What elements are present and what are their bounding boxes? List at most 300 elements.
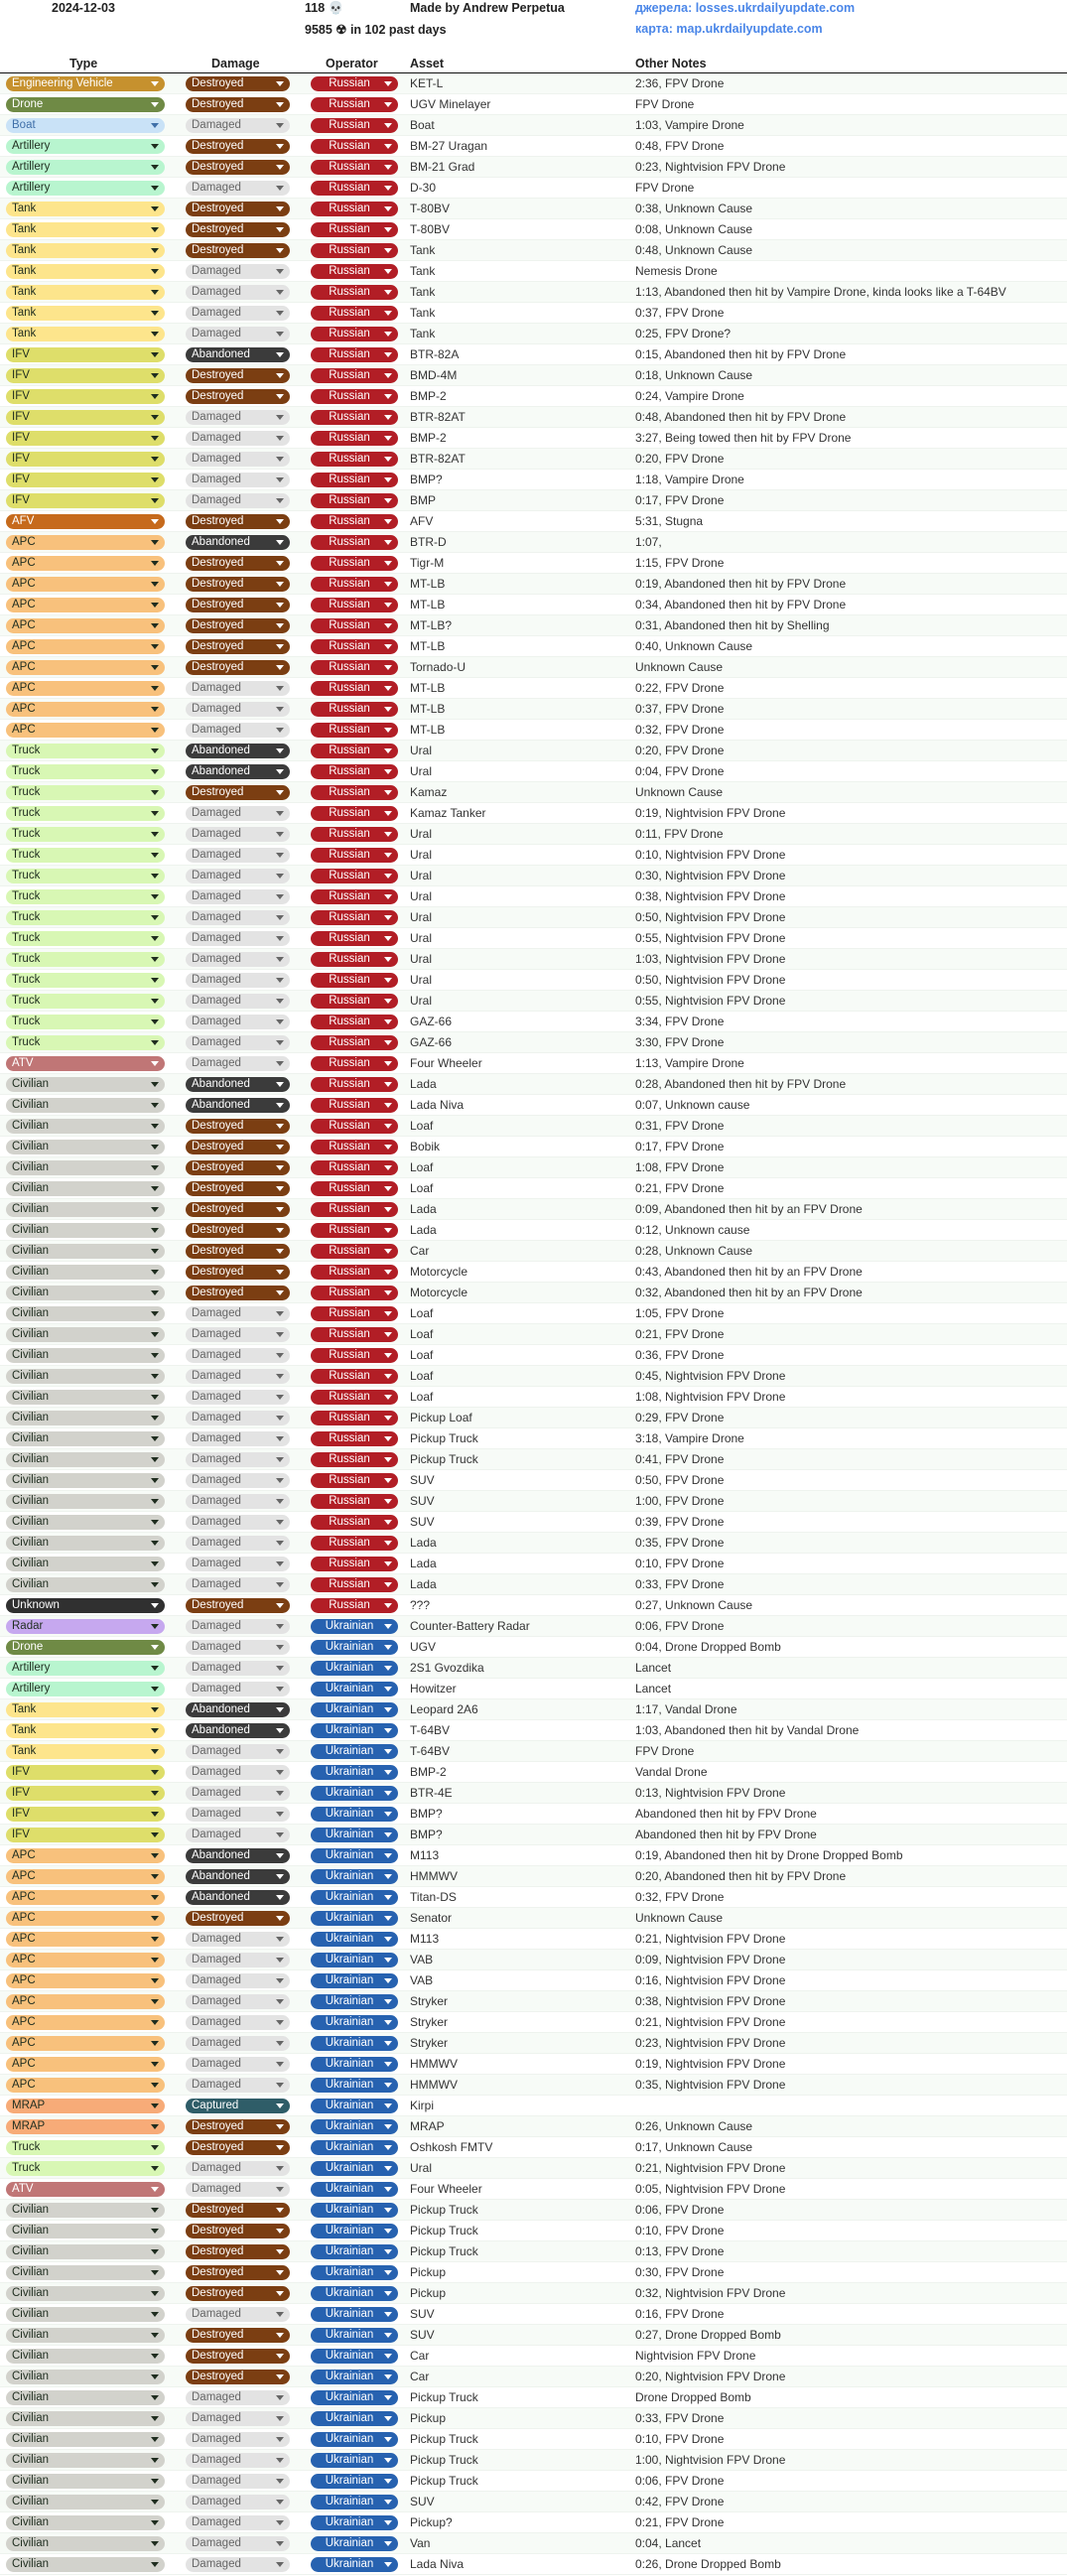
type-dropdown[interactable] — [6, 139, 165, 154]
type-dropdown[interactable] — [6, 160, 165, 175]
type-dropdown[interactable] — [6, 1202, 165, 1217]
operator-dropdown[interactable] — [311, 160, 398, 175]
type-dropdown[interactable] — [6, 327, 165, 341]
operator-dropdown[interactable] — [311, 764, 398, 779]
type-dropdown[interactable] — [6, 2307, 165, 2322]
type-dropdown[interactable] — [6, 764, 165, 779]
operator-dropdown[interactable] — [311, 556, 398, 571]
operator-dropdown[interactable] — [311, 1702, 398, 1717]
damage-dropdown[interactable] — [186, 139, 290, 154]
type-dropdown[interactable] — [6, 1557, 165, 1571]
type-dropdown[interactable] — [6, 1223, 165, 1238]
type-dropdown[interactable] — [6, 76, 165, 91]
type-dropdown[interactable] — [6, 347, 165, 362]
damage-dropdown[interactable] — [186, 1765, 290, 1780]
operator-dropdown[interactable] — [311, 598, 398, 612]
damage-dropdown[interactable] — [186, 1202, 290, 1217]
operator-dropdown[interactable] — [311, 1056, 398, 1071]
operator-dropdown[interactable] — [311, 2370, 398, 2384]
operator-dropdown[interactable] — [311, 1077, 398, 1092]
operator-dropdown[interactable] — [311, 1869, 398, 1884]
type-dropdown[interactable] — [6, 1911, 165, 1926]
damage-dropdown[interactable] — [186, 1411, 290, 1425]
damage-dropdown[interactable] — [186, 222, 290, 237]
type-dropdown[interactable] — [6, 202, 165, 216]
operator-dropdown[interactable] — [311, 2244, 398, 2259]
damage-dropdown[interactable] — [186, 2036, 290, 2051]
type-dropdown[interactable] — [6, 2390, 165, 2405]
type-dropdown[interactable] — [6, 2536, 165, 2551]
damage-dropdown[interactable] — [186, 598, 290, 612]
operator-dropdown[interactable] — [311, 1098, 398, 1113]
operator-dropdown[interactable] — [311, 869, 398, 883]
operator-dropdown[interactable] — [311, 2036, 398, 2051]
damage-dropdown[interactable] — [186, 1390, 290, 1405]
damage-dropdown[interactable] — [186, 410, 290, 425]
operator-dropdown[interactable] — [311, 1807, 398, 1822]
damage-dropdown[interactable] — [186, 994, 290, 1009]
operator-dropdown[interactable] — [311, 285, 398, 300]
operator-dropdown[interactable] — [311, 1223, 398, 1238]
type-dropdown[interactable] — [6, 1160, 165, 1175]
damage-dropdown[interactable] — [186, 1473, 290, 1488]
type-dropdown[interactable] — [6, 2224, 165, 2238]
type-dropdown[interactable] — [6, 556, 165, 571]
type-dropdown[interactable] — [6, 1682, 165, 1696]
type-dropdown[interactable] — [6, 2453, 165, 2468]
operator-dropdown[interactable] — [311, 1682, 398, 1696]
damage-dropdown[interactable] — [186, 639, 290, 654]
damage-dropdown[interactable] — [186, 2057, 290, 2072]
damage-dropdown[interactable] — [186, 1536, 290, 1551]
damage-dropdown[interactable] — [186, 1077, 290, 1092]
damage-dropdown[interactable] — [186, 660, 290, 675]
operator-dropdown[interactable] — [311, 535, 398, 550]
type-dropdown[interactable] — [6, 2036, 165, 2051]
damage-dropdown[interactable] — [186, 1494, 290, 1509]
operator-dropdown[interactable] — [311, 2453, 398, 2468]
damage-dropdown[interactable] — [186, 1181, 290, 1196]
type-dropdown[interactable] — [6, 952, 165, 967]
operator-dropdown[interactable] — [311, 2286, 398, 2301]
type-dropdown[interactable] — [6, 410, 165, 425]
operator-dropdown[interactable] — [311, 306, 398, 321]
type-dropdown[interactable] — [6, 2161, 165, 2176]
damage-dropdown[interactable] — [186, 2411, 290, 2426]
type-dropdown[interactable] — [6, 806, 165, 821]
type-dropdown[interactable] — [6, 2182, 165, 2197]
type-dropdown[interactable] — [6, 452, 165, 467]
operator-dropdown[interactable] — [311, 1577, 398, 1592]
type-dropdown[interactable] — [6, 1286, 165, 1300]
operator-dropdown[interactable] — [311, 1932, 398, 1947]
type-dropdown[interactable] — [6, 2203, 165, 2218]
damage-dropdown[interactable] — [186, 97, 290, 112]
type-dropdown[interactable] — [6, 2286, 165, 2301]
damage-dropdown[interactable] — [186, 785, 290, 800]
type-dropdown[interactable] — [6, 1306, 165, 1321]
damage-dropdown[interactable] — [186, 1911, 290, 1926]
type-dropdown[interactable] — [6, 1348, 165, 1363]
operator-dropdown[interactable] — [311, 2474, 398, 2489]
type-dropdown[interactable] — [6, 1744, 165, 1759]
type-dropdown[interactable] — [6, 973, 165, 988]
operator-dropdown[interactable] — [311, 2161, 398, 2176]
type-dropdown[interactable] — [6, 827, 165, 842]
damage-dropdown[interactable] — [186, 160, 290, 175]
operator-dropdown[interactable] — [311, 1828, 398, 1842]
operator-dropdown[interactable] — [311, 1890, 398, 1905]
damage-dropdown[interactable] — [186, 1348, 290, 1363]
damage-dropdown[interactable] — [186, 1327, 290, 1342]
type-dropdown[interactable] — [6, 1702, 165, 1717]
operator-dropdown[interactable] — [311, 410, 398, 425]
damage-dropdown[interactable] — [186, 1828, 290, 1842]
type-dropdown[interactable] — [6, 1536, 165, 1551]
operator-dropdown[interactable] — [311, 2557, 398, 2572]
damage-dropdown[interactable] — [186, 1557, 290, 1571]
damage-dropdown[interactable] — [186, 806, 290, 821]
type-dropdown[interactable] — [6, 1077, 165, 1092]
operator-dropdown[interactable] — [311, 618, 398, 633]
type-dropdown[interactable] — [6, 118, 165, 133]
type-dropdown[interactable] — [6, 1640, 165, 1655]
type-dropdown[interactable] — [6, 2265, 165, 2280]
operator-dropdown[interactable] — [311, 1431, 398, 1446]
type-dropdown[interactable] — [6, 1577, 165, 1592]
damage-dropdown[interactable] — [186, 2390, 290, 2405]
operator-dropdown[interactable] — [311, 1327, 398, 1342]
type-dropdown[interactable] — [6, 285, 165, 300]
type-dropdown[interactable] — [6, 1390, 165, 1405]
operator-dropdown[interactable] — [311, 1160, 398, 1175]
damage-dropdown[interactable] — [186, 1369, 290, 1384]
damage-dropdown[interactable] — [186, 1682, 290, 1696]
operator-dropdown[interactable] — [311, 202, 398, 216]
damage-dropdown[interactable] — [186, 1452, 290, 1467]
operator-dropdown[interactable] — [311, 1286, 398, 1300]
operator-dropdown[interactable] — [311, 723, 398, 738]
type-dropdown[interactable] — [6, 1244, 165, 1259]
operator-dropdown[interactable] — [311, 97, 398, 112]
damage-dropdown[interactable] — [186, 452, 290, 467]
type-dropdown[interactable] — [6, 1473, 165, 1488]
damage-dropdown[interactable] — [186, 1744, 290, 1759]
damage-dropdown[interactable] — [186, 1140, 290, 1154]
type-dropdown[interactable] — [6, 577, 165, 592]
type-dropdown[interactable] — [6, 1869, 165, 1884]
map-link[interactable]: карта: map.ukrdailyupdate.com — [635, 22, 823, 36]
operator-dropdown[interactable] — [311, 473, 398, 487]
type-dropdown[interactable] — [6, 681, 165, 696]
operator-dropdown[interactable] — [311, 1035, 398, 1050]
operator-dropdown[interactable] — [311, 848, 398, 863]
damage-dropdown[interactable] — [186, 1265, 290, 1280]
damage-dropdown[interactable] — [186, 910, 290, 925]
damage-dropdown[interactable] — [186, 1286, 290, 1300]
type-dropdown[interactable] — [6, 181, 165, 196]
damage-dropdown[interactable] — [186, 702, 290, 717]
type-dropdown[interactable] — [6, 1494, 165, 1509]
type-dropdown[interactable] — [6, 848, 165, 863]
type-dropdown[interactable] — [6, 1786, 165, 1801]
damage-dropdown[interactable] — [186, 473, 290, 487]
operator-dropdown[interactable] — [311, 2349, 398, 2364]
type-dropdown[interactable] — [6, 2474, 165, 2489]
operator-dropdown[interactable] — [311, 118, 398, 133]
operator-dropdown[interactable] — [311, 2182, 398, 2197]
damage-dropdown[interactable] — [186, 1431, 290, 1446]
damage-dropdown[interactable] — [186, 202, 290, 216]
damage-dropdown[interactable] — [186, 264, 290, 279]
type-dropdown[interactable] — [6, 785, 165, 800]
damage-dropdown[interactable] — [186, 2370, 290, 2384]
damage-dropdown[interactable] — [186, 2078, 290, 2093]
operator-dropdown[interactable] — [311, 2099, 398, 2113]
operator-dropdown[interactable] — [311, 347, 398, 362]
operator-dropdown[interactable] — [311, 1265, 398, 1280]
damage-dropdown[interactable] — [186, 2224, 290, 2238]
type-dropdown[interactable] — [6, 1119, 165, 1134]
operator-dropdown[interactable] — [311, 1973, 398, 1988]
damage-dropdown[interactable] — [186, 764, 290, 779]
damage-dropdown[interactable] — [186, 2203, 290, 2218]
type-dropdown[interactable] — [6, 264, 165, 279]
operator-dropdown[interactable] — [311, 2536, 398, 2551]
operator-dropdown[interactable] — [311, 2390, 398, 2405]
damage-dropdown[interactable] — [186, 1786, 290, 1801]
type-dropdown[interactable] — [6, 368, 165, 383]
damage-dropdown[interactable] — [186, 827, 290, 842]
damage-dropdown[interactable] — [186, 1723, 290, 1738]
operator-dropdown[interactable] — [311, 2015, 398, 2030]
damage-dropdown[interactable] — [186, 2099, 290, 2113]
operator-dropdown[interactable] — [311, 2411, 398, 2426]
type-dropdown[interactable] — [6, 618, 165, 633]
type-dropdown[interactable] — [6, 1994, 165, 2009]
damage-dropdown[interactable] — [186, 952, 290, 967]
damage-dropdown[interactable] — [186, 848, 290, 863]
damage-dropdown[interactable] — [186, 1598, 290, 1613]
type-dropdown[interactable] — [6, 910, 165, 925]
operator-dropdown[interactable] — [311, 973, 398, 988]
operator-dropdown[interactable] — [311, 2057, 398, 2072]
damage-dropdown[interactable] — [186, 973, 290, 988]
damage-dropdown[interactable] — [186, 1848, 290, 1863]
type-dropdown[interactable] — [6, 1598, 165, 1613]
operator-dropdown[interactable] — [311, 2432, 398, 2447]
damage-dropdown[interactable] — [186, 1098, 290, 1113]
operator-dropdown[interactable] — [311, 639, 398, 654]
operator-dropdown[interactable] — [311, 2224, 398, 2238]
operator-dropdown[interactable] — [311, 76, 398, 91]
type-dropdown[interactable] — [6, 1619, 165, 1634]
type-dropdown[interactable] — [6, 2515, 165, 2530]
type-dropdown[interactable] — [6, 2119, 165, 2134]
type-dropdown[interactable] — [6, 1807, 165, 1822]
operator-dropdown[interactable] — [311, 1953, 398, 1967]
damage-dropdown[interactable] — [186, 2557, 290, 2572]
operator-dropdown[interactable] — [311, 1306, 398, 1321]
type-dropdown[interactable] — [6, 1953, 165, 1967]
damage-dropdown[interactable] — [186, 1244, 290, 1259]
operator-dropdown[interactable] — [311, 1619, 398, 1634]
operator-dropdown[interactable] — [311, 1140, 398, 1154]
operator-dropdown[interactable] — [311, 452, 398, 467]
type-dropdown[interactable] — [6, 306, 165, 321]
operator-dropdown[interactable] — [311, 1640, 398, 1655]
type-dropdown[interactable] — [6, 1765, 165, 1780]
damage-dropdown[interactable] — [186, 1160, 290, 1175]
damage-dropdown[interactable] — [186, 1015, 290, 1029]
damage-dropdown[interactable] — [186, 889, 290, 904]
operator-dropdown[interactable] — [311, 1473, 398, 1488]
operator-dropdown[interactable] — [311, 493, 398, 508]
operator-dropdown[interactable] — [311, 744, 398, 758]
operator-dropdown[interactable] — [311, 1119, 398, 1134]
operator-dropdown[interactable] — [311, 1411, 398, 1425]
operator-dropdown[interactable] — [311, 994, 398, 1009]
type-dropdown[interactable] — [6, 702, 165, 717]
damage-dropdown[interactable] — [186, 1953, 290, 1967]
type-dropdown[interactable] — [6, 1515, 165, 1530]
operator-dropdown[interactable] — [311, 264, 398, 279]
type-dropdown[interactable] — [6, 1327, 165, 1342]
operator-dropdown[interactable] — [311, 1994, 398, 2009]
damage-dropdown[interactable] — [186, 243, 290, 258]
damage-dropdown[interactable] — [186, 2515, 290, 2530]
damage-dropdown[interactable] — [186, 2495, 290, 2509]
type-dropdown[interactable] — [6, 744, 165, 758]
type-dropdown[interactable] — [6, 2099, 165, 2113]
operator-dropdown[interactable] — [311, 222, 398, 237]
type-dropdown[interactable] — [6, 931, 165, 946]
type-dropdown[interactable] — [6, 473, 165, 487]
operator-dropdown[interactable] — [311, 2307, 398, 2322]
type-dropdown[interactable] — [6, 2328, 165, 2343]
type-dropdown[interactable] — [6, 2349, 165, 2364]
damage-dropdown[interactable] — [186, 2307, 290, 2322]
operator-dropdown[interactable] — [311, 1181, 398, 1196]
column-header-type[interactable]: Type — [69, 57, 98, 70]
sources-link[interactable]: джерела: losses.ukrdailyupdate.com — [635, 1, 856, 15]
damage-dropdown[interactable] — [186, 181, 290, 196]
type-dropdown[interactable] — [6, 431, 165, 446]
damage-dropdown[interactable] — [186, 2286, 290, 2301]
type-dropdown[interactable] — [6, 2432, 165, 2447]
operator-dropdown[interactable] — [311, 1390, 398, 1405]
type-dropdown[interactable] — [6, 1848, 165, 1863]
operator-dropdown[interactable] — [311, 389, 398, 404]
damage-dropdown[interactable] — [186, 2182, 290, 2197]
operator-dropdown[interactable] — [311, 2203, 398, 2218]
damage-dropdown[interactable] — [186, 1869, 290, 1884]
damage-dropdown[interactable] — [186, 514, 290, 529]
type-dropdown[interactable] — [6, 994, 165, 1009]
damage-dropdown[interactable] — [186, 2453, 290, 2468]
damage-dropdown[interactable] — [186, 2536, 290, 2551]
damage-dropdown[interactable] — [186, 535, 290, 550]
operator-dropdown[interactable] — [311, 1848, 398, 1863]
operator-dropdown[interactable] — [311, 1369, 398, 1384]
operator-dropdown[interactable] — [311, 1661, 398, 1676]
operator-dropdown[interactable] — [311, 1557, 398, 1571]
column-header-damage[interactable]: Damage — [211, 57, 260, 70]
damage-dropdown[interactable] — [186, 2474, 290, 2489]
damage-dropdown[interactable] — [186, 2161, 290, 2176]
type-dropdown[interactable] — [6, 535, 165, 550]
damage-dropdown[interactable] — [186, 1056, 290, 1071]
operator-dropdown[interactable] — [311, 889, 398, 904]
type-dropdown[interactable] — [6, 1890, 165, 1905]
type-dropdown[interactable] — [6, 1932, 165, 1947]
type-dropdown[interactable] — [6, 2370, 165, 2384]
operator-dropdown[interactable] — [311, 952, 398, 967]
operator-dropdown[interactable] — [311, 660, 398, 675]
type-dropdown[interactable] — [6, 1265, 165, 1280]
type-dropdown[interactable] — [6, 1431, 165, 1446]
damage-dropdown[interactable] — [186, 618, 290, 633]
operator-dropdown[interactable] — [311, 2515, 398, 2530]
damage-dropdown[interactable] — [186, 1932, 290, 1947]
damage-dropdown[interactable] — [186, 1973, 290, 1988]
operator-dropdown[interactable] — [311, 827, 398, 842]
operator-dropdown[interactable] — [311, 1348, 398, 1363]
type-dropdown[interactable] — [6, 1723, 165, 1738]
damage-dropdown[interactable] — [186, 389, 290, 404]
damage-dropdown[interactable] — [186, 76, 290, 91]
damage-dropdown[interactable] — [186, 931, 290, 946]
type-dropdown[interactable] — [6, 1828, 165, 1842]
operator-dropdown[interactable] — [311, 2265, 398, 2280]
type-dropdown[interactable] — [6, 1015, 165, 1029]
operator-dropdown[interactable] — [311, 931, 398, 946]
operator-dropdown[interactable] — [311, 368, 398, 383]
damage-dropdown[interactable] — [186, 1890, 290, 1905]
damage-dropdown[interactable] — [186, 327, 290, 341]
damage-dropdown[interactable] — [186, 723, 290, 738]
damage-dropdown[interactable] — [186, 1035, 290, 1050]
type-dropdown[interactable] — [6, 243, 165, 258]
damage-dropdown[interactable] — [186, 118, 290, 133]
operator-dropdown[interactable] — [311, 181, 398, 196]
damage-dropdown[interactable] — [186, 1661, 290, 1676]
damage-dropdown[interactable] — [186, 1515, 290, 1530]
column-header-asset[interactable]: Asset — [410, 57, 445, 70]
column-header-operator[interactable]: Operator — [326, 57, 378, 70]
type-dropdown[interactable] — [6, 493, 165, 508]
operator-dropdown[interactable] — [311, 785, 398, 800]
damage-dropdown[interactable] — [186, 1119, 290, 1134]
damage-dropdown[interactable] — [186, 744, 290, 758]
type-dropdown[interactable] — [6, 2140, 165, 2155]
damage-dropdown[interactable] — [186, 2432, 290, 2447]
operator-dropdown[interactable] — [311, 2495, 398, 2509]
type-dropdown[interactable] — [6, 869, 165, 883]
type-dropdown[interactable] — [6, 723, 165, 738]
type-dropdown[interactable] — [6, 389, 165, 404]
type-dropdown[interactable] — [6, 2078, 165, 2093]
operator-dropdown[interactable] — [311, 1202, 398, 1217]
damage-dropdown[interactable] — [186, 869, 290, 883]
type-dropdown[interactable] — [6, 1661, 165, 1676]
type-dropdown[interactable] — [6, 1973, 165, 1988]
type-dropdown[interactable] — [6, 1411, 165, 1425]
damage-dropdown[interactable] — [186, 1807, 290, 1822]
damage-dropdown[interactable] — [186, 493, 290, 508]
type-dropdown[interactable] — [6, 660, 165, 675]
damage-dropdown[interactable] — [186, 681, 290, 696]
